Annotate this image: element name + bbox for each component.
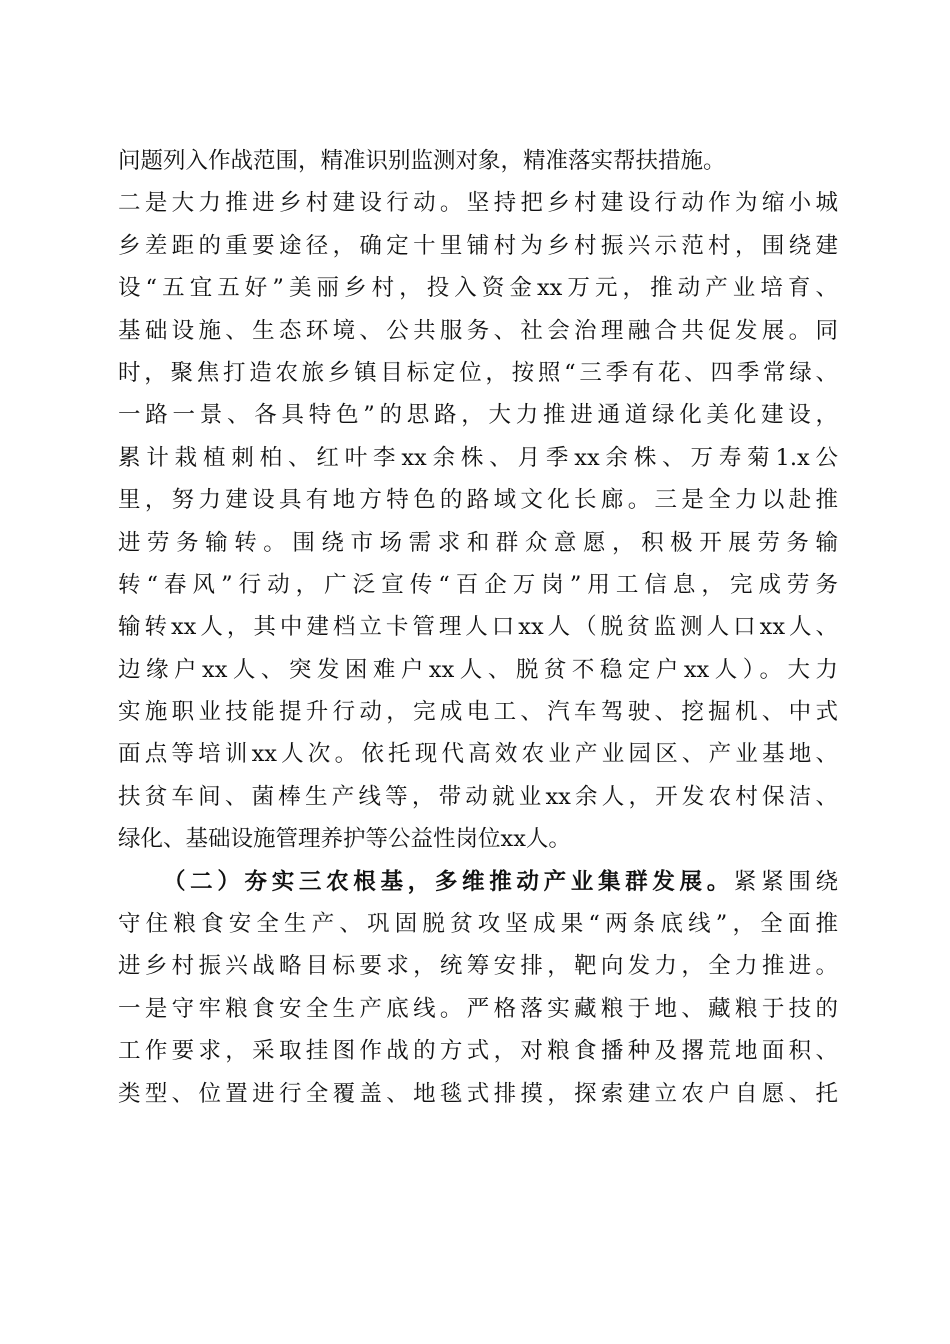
section-heading: （二）夯实三农根基，多维推动产业集群发展。 [163, 868, 734, 895]
text-line: 面点等培训xx人次。依托现代高效农业产业园区、产业基地、 [118, 741, 838, 768]
text-line: 扶贫车间、菌棒生产线等，带动就业xx余人，开发农村保洁、 [118, 783, 838, 810]
text-line: 实施职业技能提升行动，完成电工、汽车驾驶、挖掘机、中式 [118, 699, 838, 726]
text-line: 基础设施、生态环境、公共服务、社会治理融合共促发展。同 [118, 317, 838, 344]
text-line: 累计栽植刺柏、红叶李xx余株、月季xx余株、万寿菊1.x公 [118, 444, 838, 471]
text-line: 边缘户xx人、突发困难户xx人、脱贫不稳定户xx人）。大力 [118, 656, 838, 683]
text-line: 守住粮食安全生产、巩固脱贫攻坚成果“两条底线”，全面推 [118, 911, 838, 938]
text-line: 一路一景、各具特色”的思路，大力推进通道绿化美化建设， [118, 402, 838, 429]
text-line: 输转xx人，其中建档立卡管理人口xx人（脱贫监测人口xx人、 [118, 614, 838, 641]
document-body [118, 140, 838, 1115]
text-line: 转“春风”行动，广泛宣传“百企万岗”用工信息，完成劳务 [118, 571, 838, 598]
text-line: 类型、位置进行全覆盖、地毯式排摸，探索建立农户自愿、托 [118, 1080, 838, 1107]
text-line: 绿化、基础设施管理养护等公益性岗位xx人。 [118, 826, 571, 853]
text-line: 乡差距的重要途径，确定十里铺村为乡村振兴示范村，围绕建 [118, 232, 838, 259]
section-heading-line [118, 861, 838, 903]
text-line: 进劳务输转。围绕市场需求和群众意愿，积极开展劳务输 [118, 529, 838, 556]
text-line: 设“五宜五好”美丽乡村，投入资金xx万元，推动产业培育、 [118, 275, 838, 302]
text-line: 时，聚焦打造农旅乡镇目标定位，按照“三季有花、四季常绿、 [118, 359, 838, 386]
text-line: 二是大力推进乡村建设行动。坚持把乡村建设行动作为缩小城 [118, 190, 838, 217]
text-line: 进乡村振兴战略目标要求，统筹安排，靶向发力，全力推进。 [118, 953, 838, 980]
section-heading-tail: 紧紧围绕 [733, 868, 838, 895]
text-line: 问题列入作战范围，精准识别监测对象，精准落实帮扶措施。 [118, 148, 726, 174]
text-line: 工作要求，采取挂图作战的方式，对粮食播种及撂荒地面积、 [118, 1038, 838, 1065]
text-line: 一是守牢粮食安全生产底线。严格落实藏粮于地、藏粮于技的 [118, 995, 838, 1022]
text-line: 里，努力建设具有地方特色的路域文化长廊。三是全力以赴推 [118, 487, 838, 514]
